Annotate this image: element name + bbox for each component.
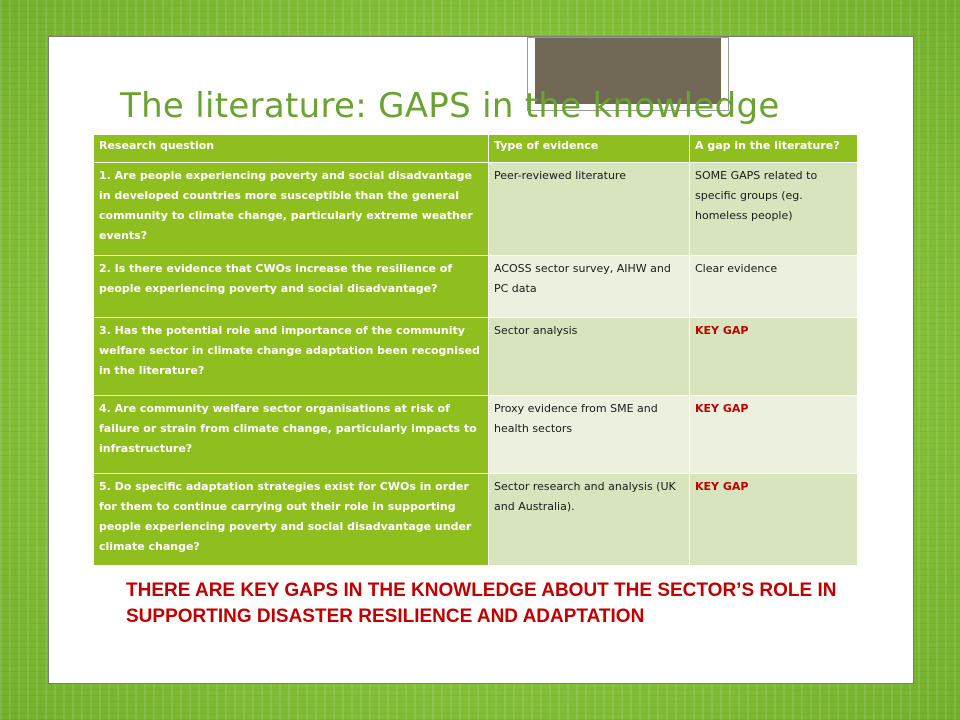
gap-status-cell: KEY GAP: [690, 318, 858, 396]
table-row: [94, 318, 858, 396]
table-row: [94, 163, 858, 256]
header-type-of-evidence: Type of evidence: [489, 135, 690, 163]
gap-status-cell: KEY GAP: [690, 396, 858, 474]
evidence-type-cell: Sector analysis: [489, 318, 690, 396]
table-row: [94, 474, 858, 566]
gap-status-cell: KEY GAP: [690, 474, 858, 566]
table-header-row: [94, 135, 858, 163]
header-research-question: Research question: [94, 135, 489, 163]
table-row: [94, 396, 858, 474]
evidence-type-cell: ACOSS sector survey, AIHW and PC data: [489, 256, 690, 318]
research-question-cell: 5. Do specific adaptation strategies exist for CWOs in order for them to continue carrying out their role in supporting people experiencing poverty and social disadvantage under climate change?: [94, 474, 489, 566]
research-question-cell: 1. Are people experiencing poverty and social disadvantage in developed countries more susceptible than the general community to climate change, particularly extreme weather events?: [94, 163, 489, 256]
gap-status-cell: SOME GAPS related to specific groups (eg. homeless people): [690, 163, 858, 256]
conclusion-statement: THERE ARE KEY GAPS IN THE KNOWLEDGE ABOUT THE SECTOR’S ROLE IN SUPPORTING DISASTER RESILIENCE AND ADAPTATION: [126, 580, 837, 627]
table-row: [94, 256, 858, 318]
slide-title: The literature: GAPS in the knowledge: [120, 86, 780, 126]
evidence-type-cell: Peer-reviewed literature: [489, 163, 690, 256]
evidence-type-cell: Proxy evidence from SME and health sectors: [489, 396, 690, 474]
header-gap-in-literature: A gap in the literature?: [690, 135, 858, 163]
gap-status-cell: Clear evidence: [690, 256, 858, 318]
research-question-cell: 2. Is there evidence that CWOs increase the resilience of people experiencing poverty and social disadvantage?: [94, 256, 489, 318]
research-question-cell: 3. Has the potential role and importance of the community welfare sector in climate change adaptation been recognised in the literature?: [94, 318, 489, 396]
research-question-cell: 4. Are community welfare sector organisations at risk of failure or strain from climate change, particularly impacts to infrastructure?: [94, 396, 489, 474]
evidence-table: [93, 134, 858, 566]
evidence-type-cell: Sector research and analysis (UK and Australia).: [489, 474, 690, 566]
